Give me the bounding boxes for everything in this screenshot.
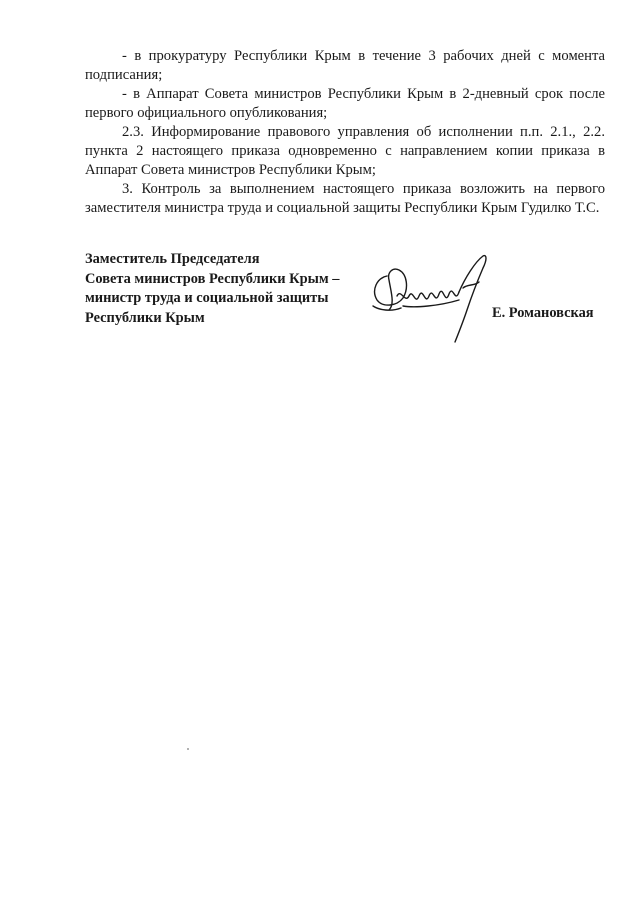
scan-speck: [187, 748, 189, 750]
signer-position-line: Совета министров Республики Крым –: [85, 270, 340, 287]
paragraph-apparatus: - в Аппарат Совета министров Республики Крым в 2-дневный срок после первого официального опубликования;: [85, 86, 605, 121]
paragraph-2-3: 2.3. Информирование правового управления об исполнении п.п. 2.1., 2.2. пункта 2 настоящего приказа одновременно с направлением копии приказа в Аппарат Совета министров Республики Крым;: [85, 124, 605, 178]
signer-position-line: Республики Крым: [85, 309, 205, 326]
signer-name: Е. Романовская: [492, 305, 594, 321]
handwritten-signature: [367, 248, 497, 346]
paragraph-prosecutor: - в прокуратуру Республики Крым в течение 3 рабочих дней с момента подписания;: [85, 48, 605, 83]
document-body: [85, 47, 605, 218]
signer-position-block: [85, 250, 339, 328]
signer-position-line: министр труда и социальной защиты: [85, 290, 329, 306]
paragraph-3: 3. Контроль за выполнением настоящего приказа возложить на первого заместителя министра труда и социальной защиты Республики Крым Гудилко Т.С.: [85, 181, 605, 216]
signer-position-line: Заместитель Председателя: [85, 251, 260, 267]
